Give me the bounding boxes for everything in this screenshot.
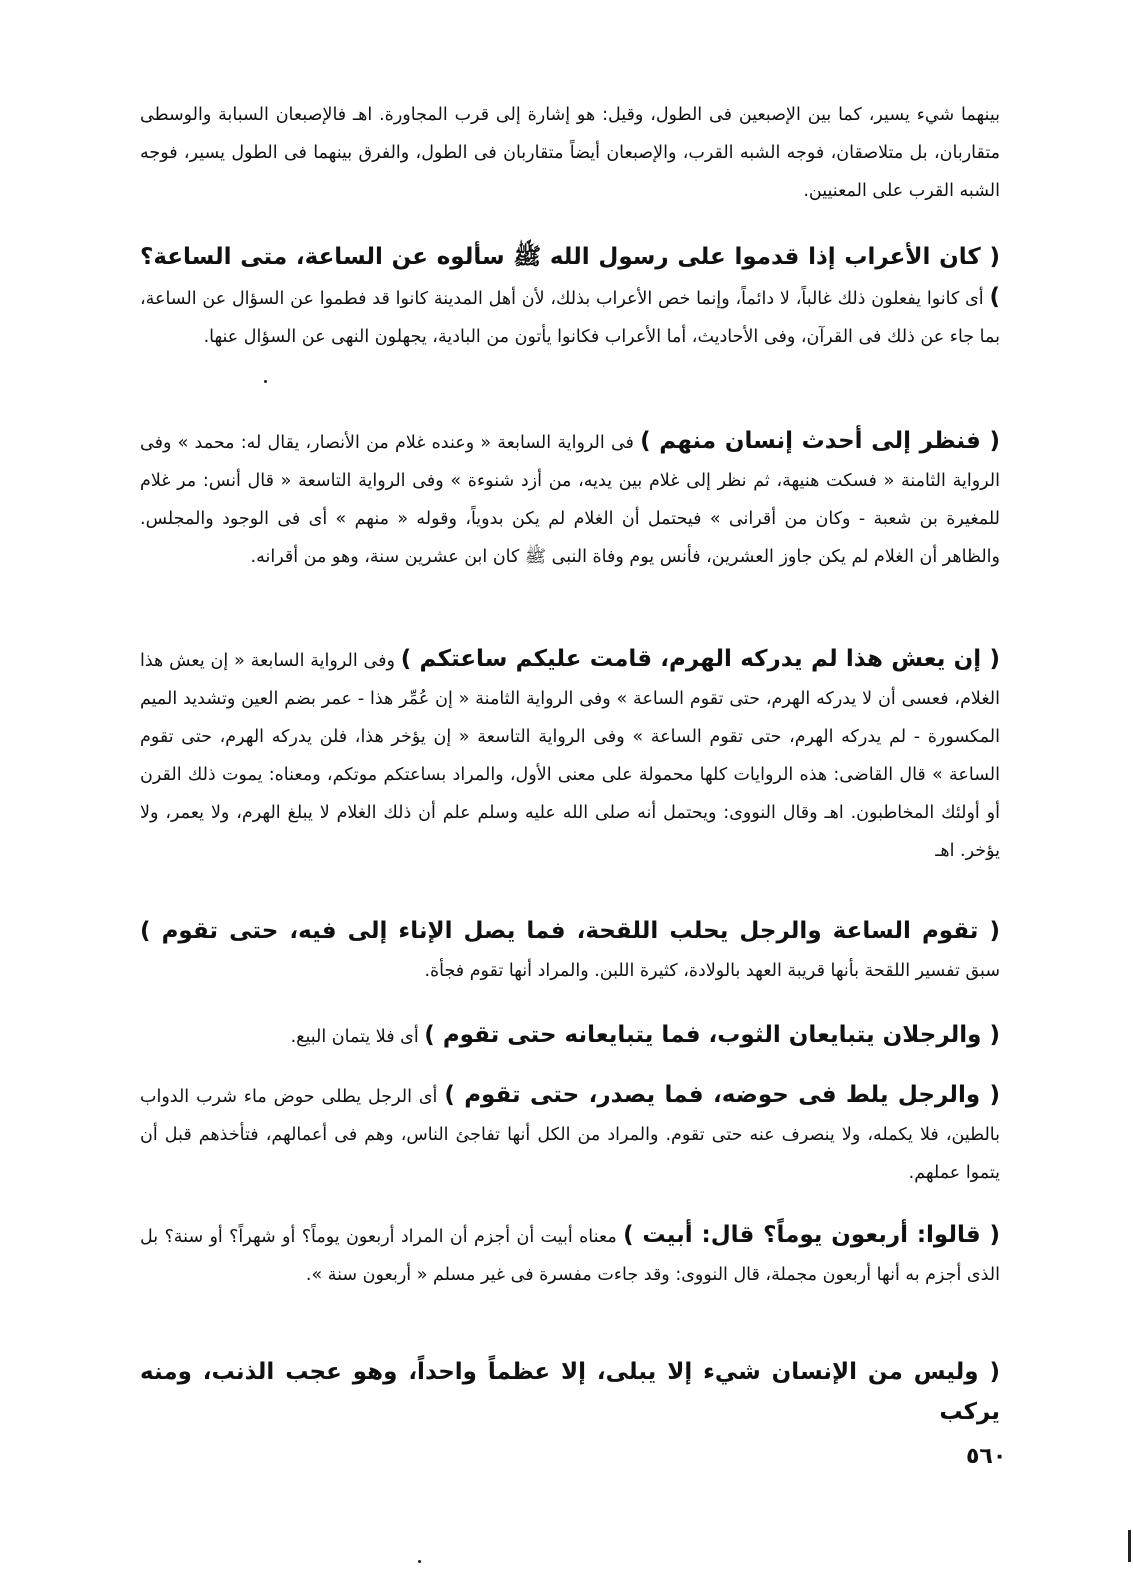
paragraph-body: سبق تفسير اللقحة بأنها قريبة العهد بالولادة، كثيرة اللبن. والمراد أنها تقوم فجأة. [424,961,1000,981]
paragraph-heading: ( فنظر إلى أحدث إنسان منهم ) [640,428,1000,454]
paragraph-body: أى فلا يتمان البيع. [290,1027,419,1047]
paragraph-body: فى الرواية السابعة « وعنده غلام من الأنصار، يقال له: محمد » وفى الرواية الثامنة « فسكت هنيهة، ثم نظر إلى غلام بين يديه، من أزد شنوءة » وفى الرواية التاسعة « قال أنس: مر غلام للمغيرة بن شعبة - وكان من أقرانى » فيحتمل أن الغلام لم يكن بدوياً، وقوله « منهم » أى فى الوجود والمجلس. والظاهر أن الغلام لم يكن جاوز العشرين، فأنس يوم وفاة النبى ﷺ كان ابن عشرين سنة، وهو من أقرانه. [140,433,1000,567]
page-number: ٥٦٠ [966,1444,1007,1469]
paragraph-4 [140,640,1000,870]
paragraph-heading: ( كان الأعراب إذا قدموا على رسول الله ﷺ سألوه عن الساعة، متى الساعة؟ ) [140,244,1000,310]
paragraph-heading: ( تقوم الساعة والرجل يحلب اللقحة، فما يصل الإناء إلى فيه، حتى تقوم ) [140,918,1000,944]
paragraph-7 [140,1076,1000,1192]
paragraph-heading: ( والرجل يلط فى حوضه، فما يصدر، حتى تقوم ) [444,1082,1000,1108]
paragraph-8 [140,1216,1000,1294]
final-heading: ( وليس من الإنسان شيء إلا يبلى، إلا عظماً واحداً، وهو عجب الذنب، ومنه يركب [140,1359,1000,1425]
scan-dot [264,380,267,383]
paragraph-body: أى الرجل يطلى حوض ماء شرب الدواب بالطين، فلا يكمله، ولا ينصرف عنه حتى تقوم. والمراد من الكل أنها تفاجئ الناس، وهم فى أعمالهم، فتأخذهم قبل أن يتموا عملهم. [140,1087,1000,1183]
scan-dot [418,1560,421,1563]
paragraph-body: معناه أبيت أن أجزم أن المراد أربعون يوماً؟ أو شهراً؟ أو سنة؟ بل الذى أجزم به أنها أربعون مجملة، قال النووى: وقد جاءت مفسرة فى غير مسلم « أربعون سنة ». [140,1227,1000,1285]
scan-edge-mark [1128,1530,1131,1562]
paragraph-3 [140,422,1000,576]
paragraph-heading: ( قالوا: أربعون يوماً؟ قال: أبيت ) [623,1222,1001,1248]
paragraph-6 [140,1016,1000,1056]
paragraph-heading: ( والرجلان يتبايعان الثوب، فما يتبايعانه حتى تقوم ) [424,1022,1000,1048]
paragraph-1 [140,96,1000,210]
paragraph-body: بينهما شيء يسير، كما بين الإصبعين فى الطول، وقيل: هو إشارة إلى قرب المجاورة. اهـ فالإصبعان السبابة والوسطى متقاربان، بل متلاصقان، فوجه الشبه القرب، والإصبعان أيضاً متقاربان فى الطول، والفرق بينهما فى الطول يسير، فوجه الشبه القرب على المعنيين. [140,105,1000,201]
paragraph-5 [140,912,1000,990]
paragraph-2 [140,238,1000,356]
paragraph-heading: ( إن يعش هذا لم يدركه الهرم، قامت عليكم ساعتكم ) [400,646,1000,672]
paragraph-body: أى كانوا يفعلون ذلك غالباً، لا دائماً، وإنما خص الأعراب بذلك، لأن أهل المدينة كانوا قد فطموا عن السؤال عن الساعة، بما جاء عن ذلك فى القرآن، وفى الأحاديث، أما الأعراب فكانوا يأتون من البادية، يجهلون النهى عن السؤال عنها. [140,289,1000,347]
paragraph-body: وفى الرواية السابعة « إن يعش هذا الغلام، فعسى أن لا يدركه الهرم، حتى تقوم الساعة » وفى الرواية الثامنة « إن عُمِّر هذا - عمر بضم العين وتشديد الميم المكسورة - لم يدركه الهرم، حتى تقوم الساعة » وفى الرواية التاسعة « إن يؤخر هذا، فلن يدركه الهرم، حتى تقوم الساعة » قال القاضى: هذه الروايات كلها محمولة على معنى الأول، والمراد بساعتكم موتكم، ومعناه: يموت ذلك القرن أو أولئك المخاطبون. اهـ وقال النووى: ويحتمل أنه صلى الله عليه وسلم علم أن ذلك الغلام لا يبلغ الهرم، ولا يعمر، ولا يؤخر. اهـ [140,651,1000,861]
